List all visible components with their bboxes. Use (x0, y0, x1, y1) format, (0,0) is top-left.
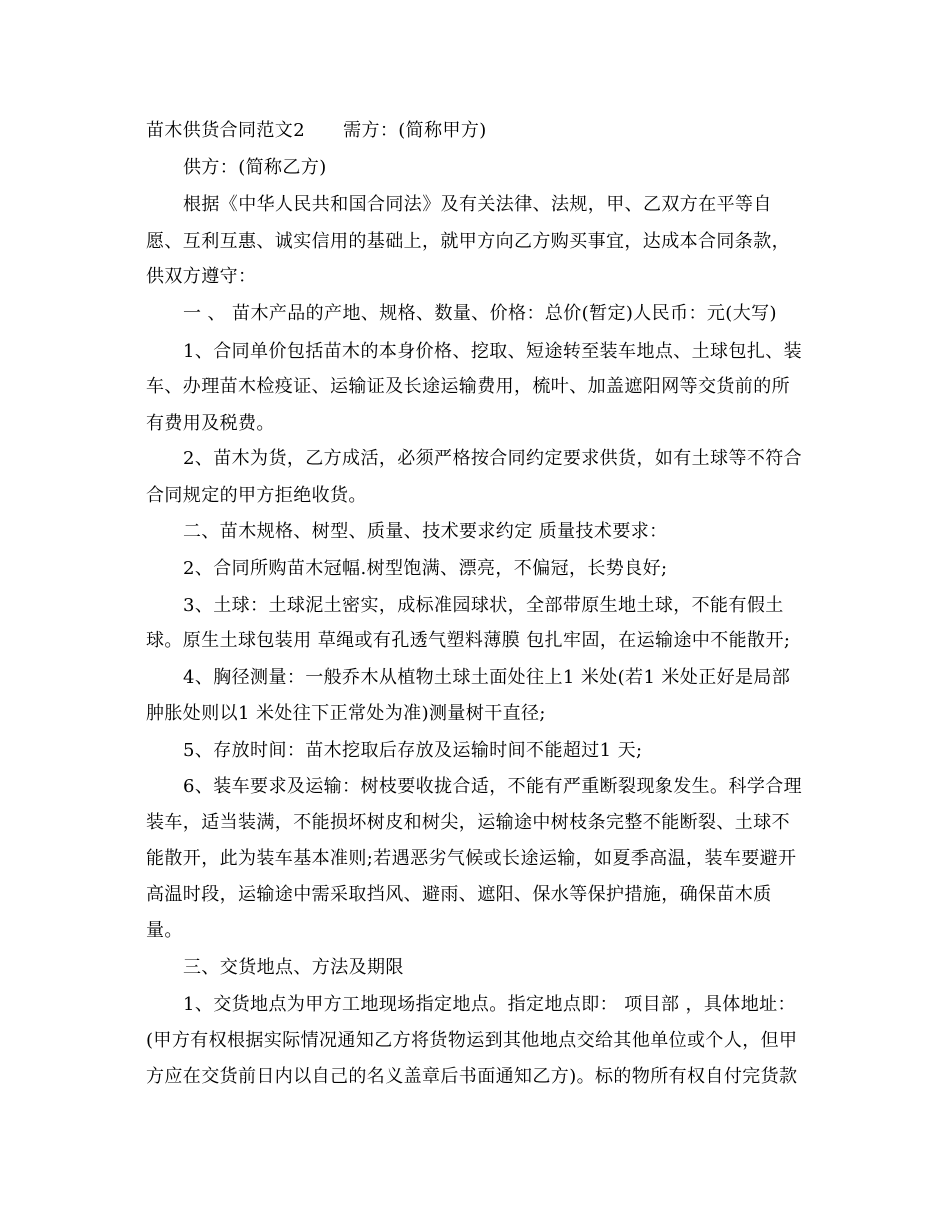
paragraph-line: 有费用及税费。 (146, 413, 275, 434)
paragraph-line: 2、合同所购苗木冠幅.树型饱满、漂亮，不偏冠，长势良好; (183, 558, 668, 579)
paragraph-line: 1、合同单价包括苗木的本身价格、挖取、短途转至装车地点、土球包扎、装 (183, 341, 803, 362)
paragraph-line: 2、苗木为货，乙方成活，必须严格按合同约定要求供货，如有土球等不符合 (183, 448, 803, 469)
paragraph-line: 合同规定的甲方拒绝收货。 (146, 485, 367, 506)
paragraph-line: 4、胸径测量：一般乔木从植物土球土面处往上1 米处(若1 米处正好是局部 (183, 667, 791, 688)
paragraph-line: 3、土球：土球泥土密实，成标准园球状，全部带原生地土球，不能有假土 (183, 595, 784, 616)
paragraph-line: 方应在交货前日内以自己的名义盖章后书面通知乙方)。标的物所有权自付完货款 (146, 1066, 798, 1087)
paragraph-line: 肿胀处则以1 米处往下正常处为准)测量树干直径; (146, 703, 546, 724)
paragraph-line: 车、办理苗木检疫证、运输证及长途运输费用，梳叶、加盖遮阳网等交货前的所 (146, 376, 790, 397)
paragraph-line: 量。 (146, 920, 183, 941)
paragraph-line: 6、装车要求及运输：树枝要收拢合适，不能有严重断裂现象发生。科学合理 (183, 776, 803, 797)
section-heading-3: 三、交货地点、方法及期限 (183, 957, 404, 978)
paragraph-line: 装车，适当装满，不能损坏树皮和树尖，运输途中树枝条完整不能断裂、土球不 (146, 812, 790, 833)
paragraph-line: 能散开，此为装车基本准则;若遇恶劣气候或长途运输，如夏季高温，装车要避开 (146, 848, 797, 869)
paragraph-line: (甲方有权根据实际情况通知乙方将货物运到其他地点交给其他单位或个人，但甲 (146, 1030, 798, 1051)
section-heading-2: 二、苗木规格、树型、质量、技术要求约定 质量技术要求： (183, 521, 668, 542)
document-title: 苗木供货合同范文2 (146, 120, 306, 141)
paragraph-line: 高温时段，运输途中需采取挡风、避雨、遮阳、保水等保护措施，确保苗木质 (146, 884, 772, 905)
paragraph-line: 球。原生土球包装用 草绳或有孔透气塑料薄膜 包扎牢固，在运输途中不能散开; (146, 630, 791, 651)
party-b-line: 供方：(简称乙方) (183, 157, 327, 178)
paragraph-line: 供双方遵守： (146, 266, 257, 287)
paragraph-line: 1、交货地点为甲方工地现场指定地点。指定地点即： 项目部 ，具体地址： (183, 994, 796, 1015)
party-a-line: 需方：(简称甲方) (343, 120, 487, 141)
paragraph-line: 愿、互利互惠、诚实信用的基础上，就甲方向乙方购买事宜，达成本合同条款， (146, 231, 790, 252)
paragraph-line: 5、存放时间：苗木挖取后存放及运输时间不能超过1 天; (183, 740, 643, 761)
section-heading-1: 一 、 苗木产品的产地、规格、数量、价格：总价(暂定)人民币：元(大写) (183, 303, 777, 324)
paragraph-line: 根据《中华人民共和国合同法》及有关法律、法规，甲、乙双方在平等自 (183, 194, 772, 215)
title-line (146, 120, 487, 142)
